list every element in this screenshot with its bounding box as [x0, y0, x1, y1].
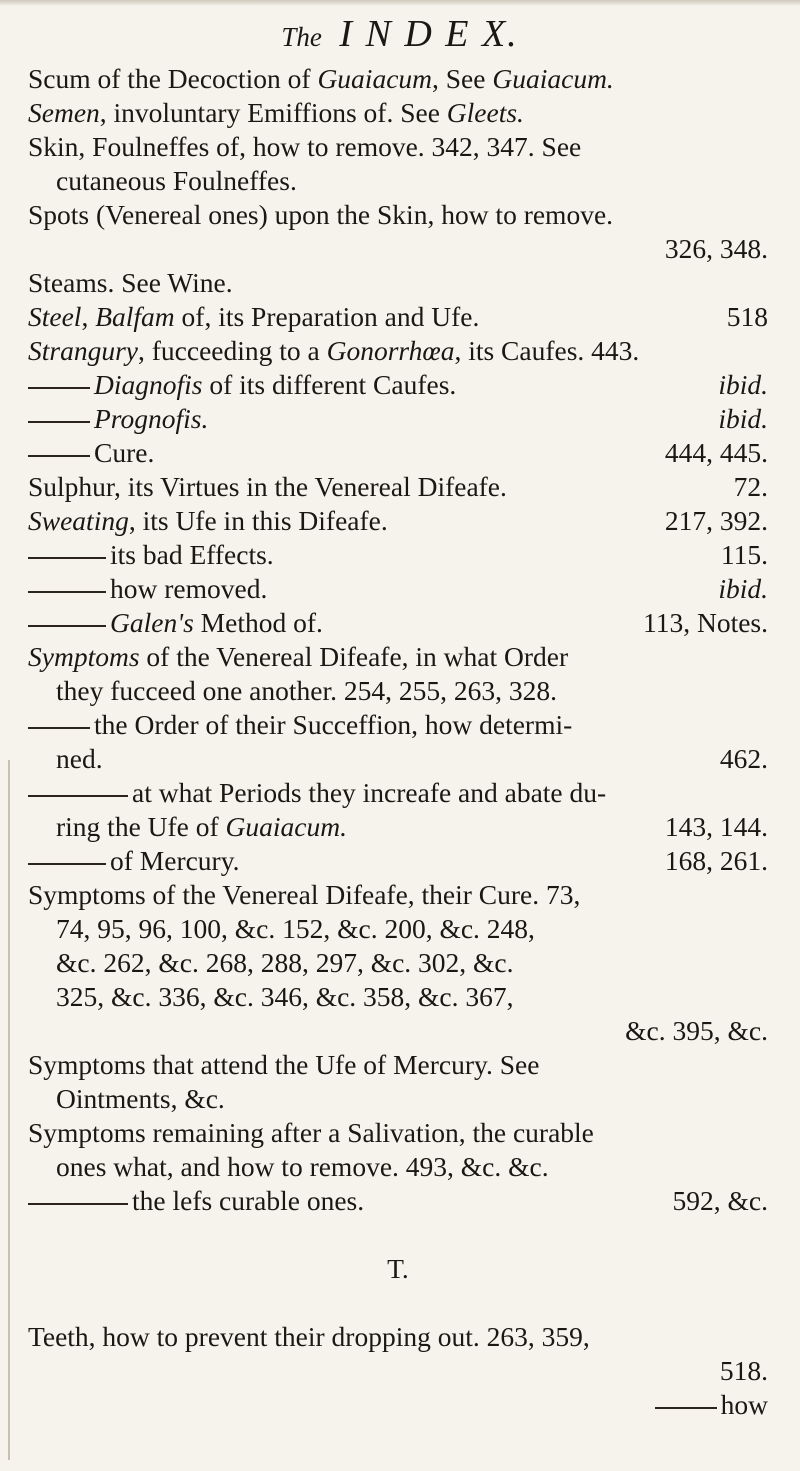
entry-text: Skin, Foulneffes of, how to remove. 342, 347. See: [28, 131, 582, 162]
entry-text: cutaneous Foulneffes.: [56, 165, 297, 196]
entry-text: ring the Ufe of: [56, 811, 226, 842]
page-reference: &c. 395, &c.: [625, 1015, 768, 1046]
entry-text: Steel: [28, 301, 82, 332]
page-reference: 217, 392.: [664, 505, 768, 536]
index-line: [28, 640, 768, 674]
page-reference: 115.: [720, 539, 768, 570]
entry-text: Balfam: [95, 301, 175, 332]
index-line: [28, 232, 768, 266]
index-line: [28, 1388, 768, 1422]
entry-text: Symptoms that attend the Ufe of Mercury. See: [28, 1049, 540, 1080]
entry-text: Symptoms: [28, 641, 140, 672]
page-reference: ibid.: [718, 369, 768, 400]
catchword-text: how: [720, 1389, 768, 1420]
page-reference: 72.: [733, 471, 768, 502]
index-line: [28, 912, 768, 946]
repeat-dash: [28, 795, 128, 797]
index-entries: [28, 62, 768, 1422]
index-line: [28, 1116, 768, 1150]
index-line: [28, 504, 768, 538]
page-reference: 592, &c.: [672, 1185, 768, 1216]
repeat-dash: [28, 591, 106, 593]
entry-text: , fucceeding to a: [138, 335, 327, 366]
catchword: [655, 1388, 768, 1422]
entry-text: at what Periods they increafe and abate du-: [132, 777, 607, 808]
index-line: [28, 402, 768, 436]
entry-text: Guaiacum.: [492, 63, 614, 94]
index-line: [28, 1286, 768, 1320]
entry-text: the Order of their Succeffion, how determi-: [94, 709, 573, 740]
index-line: [28, 1354, 768, 1388]
repeat-dash: [655, 1407, 717, 1409]
index-line: [28, 62, 768, 96]
entry-text: how removed.: [110, 573, 268, 604]
entry-text: Cure.: [94, 437, 155, 468]
index-line: [28, 538, 768, 572]
entry-text: of the Venereal Difeafe, in what Order: [139, 641, 569, 672]
entry-text: Guaiacum: [317, 63, 433, 94]
index-line: [28, 1184, 768, 1218]
entry-text: ned.: [56, 743, 103, 774]
page-reference: 518: [726, 301, 768, 332]
index-line: [28, 1048, 768, 1082]
repeat-dash: [28, 421, 90, 423]
entry-text: Sweating: [28, 505, 129, 536]
entry-text: Guaiacum.: [225, 811, 347, 842]
header-title: I N D E X.: [339, 13, 519, 55]
index-line: [28, 198, 768, 232]
entry-text: Semen: [28, 97, 100, 128]
repeat-dash: [28, 557, 106, 559]
entry-text: its bad Effects.: [110, 539, 274, 570]
index-line: [28, 606, 768, 640]
entry-text: of, its Preparation and Ufe.: [174, 301, 480, 332]
entry-text: Scum of the Decoction of: [28, 63, 318, 94]
index-line: [28, 96, 768, 130]
index-line: [28, 1320, 768, 1354]
entry-text: of Mercury.: [110, 845, 240, 876]
entry-text: Diagnofis: [94, 369, 203, 400]
entry-text: Symptoms of the Venereal Difeafe, their Cure. 73,: [28, 879, 581, 910]
page-header: [0, 12, 800, 56]
index-line: [28, 1150, 768, 1184]
page-reference: 326, 348.: [664, 233, 768, 264]
entry-text: 74, 95, 96, 100, &c. 152, &c. 200, &c. 248,: [56, 913, 535, 944]
page-reference: 143, 144.: [664, 811, 768, 842]
entry-text: ,: [81, 301, 96, 332]
entry-text: Gleets.: [446, 97, 524, 128]
index-line: [28, 946, 768, 980]
entry-text: Gonorrhœa: [326, 335, 455, 366]
binding-shadow: [8, 760, 10, 1460]
index-line: [28, 708, 768, 742]
entry-text: Teeth, how to prevent their dropping out. 263, 359,: [28, 1321, 590, 1352]
entry-text: , See: [432, 63, 493, 94]
entry-text: Strangury: [28, 335, 138, 366]
entry-text: Spots (Venereal ones) upon the Skin, how to remove.: [28, 199, 614, 230]
entry-text: , its Ufe in this Difeafe.: [128, 505, 388, 536]
entry-text: Prognofis.: [94, 403, 209, 434]
repeat-dash: [28, 455, 90, 457]
repeat-dash: [28, 625, 106, 627]
repeat-dash: [28, 387, 90, 389]
index-line: [28, 980, 768, 1014]
index-line: [28, 164, 768, 198]
entry-text: Ointments, &c.: [56, 1083, 225, 1114]
entry-text: Steams. See Wine.: [28, 267, 233, 298]
index-line: [28, 1218, 768, 1252]
header-prefix: The: [281, 22, 322, 52]
entry-text: , its Caufes. 443.: [454, 335, 640, 366]
index-line: [28, 776, 768, 810]
index-line: [28, 470, 768, 504]
entry-text: of its different Caufes.: [202, 369, 457, 400]
repeat-dash: [28, 863, 106, 865]
entry-text: they fucceed one another. 254, 255, 263, 328.: [56, 675, 557, 706]
index-line: [28, 1014, 768, 1048]
index-line: [28, 436, 768, 470]
page-reference: ibid.: [718, 403, 768, 434]
section-letter: [28, 1252, 768, 1286]
page-reference: 518.: [719, 1355, 768, 1386]
index-line: [28, 844, 768, 878]
index-line: [28, 368, 768, 402]
entry-text: Galen's: [110, 607, 194, 638]
repeat-dash: [28, 727, 90, 729]
page-reference: 168, 261.: [664, 845, 768, 876]
index-line: [28, 130, 768, 164]
index-line: [28, 1082, 768, 1116]
entry-text: &c. 262, &c. 268, 288, 297, &c. 302, &c.: [56, 947, 514, 978]
index-line: [28, 266, 768, 300]
index-line: [28, 300, 768, 334]
page-reference: 462.: [719, 743, 768, 774]
index-line: [28, 334, 768, 368]
page-reference: 444, 445.: [664, 437, 768, 468]
entry-text: , involuntary Emiffions of. See: [99, 97, 447, 128]
index-line: [28, 810, 768, 844]
index-line: [28, 572, 768, 606]
entry-text: Symptoms remaining after a Salivation, the curable: [28, 1117, 594, 1148]
page-reference: ibid.: [718, 573, 768, 604]
entry-text: Sulphur, its Virtues in the Venereal Difeafe.: [28, 471, 507, 502]
repeat-dash: [28, 1203, 128, 1205]
entry-text: Method of.: [193, 607, 323, 638]
index-line: [28, 674, 768, 708]
page-reference: 113, Notes.: [642, 607, 768, 638]
entry-text: 325, &c. 336, &c. 346, &c. 358, &c. 367,: [56, 981, 514, 1012]
index-line: [28, 742, 768, 776]
page-edge: [0, 0, 800, 6]
section-letter-text: T.: [387, 1253, 409, 1284]
entry-text: the lefs curable ones.: [132, 1185, 365, 1216]
entry-text: ones what, and how to remove. 493, &c. &c.: [56, 1151, 549, 1182]
index-line: [28, 878, 768, 912]
